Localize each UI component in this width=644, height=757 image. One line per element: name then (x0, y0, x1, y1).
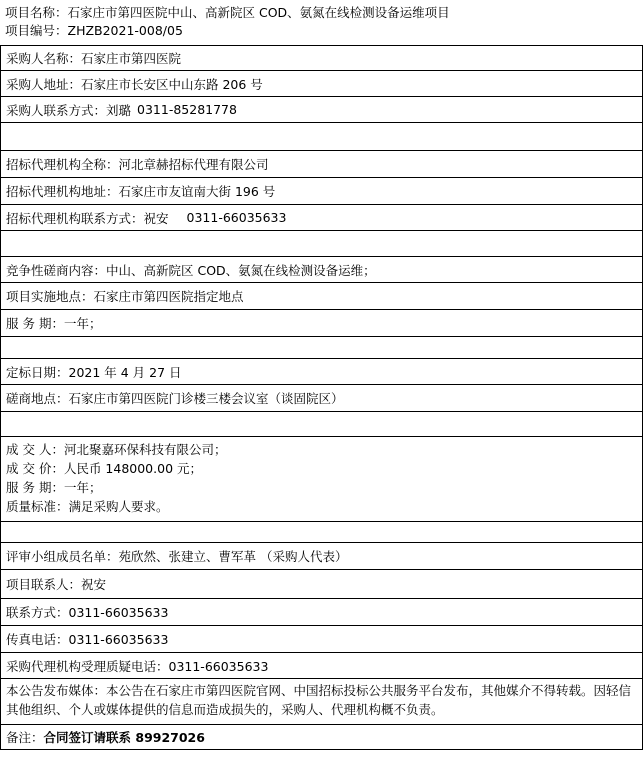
agency-address: 招标代理机构地址：石家庄市友谊南大街 196 号 (6, 184, 276, 199)
committee-members: 评审小组成员名单：苑欣然、张建立、曹军革 （采购人代表） (6, 549, 348, 564)
purchaser-name-row (1, 46, 642, 71)
negotiation-place: 磋商地点：石家庄市第四医院门诊楼三楼会议室（谈固院区） (6, 391, 344, 406)
negotiation-content: 竞争性磋商内容：中山、高新院区 COD、氨氮在线检测设备运维； (6, 262, 376, 278)
agency-contact-phone: 0311-66035633 (186, 210, 287, 225)
blank-row (1, 231, 642, 257)
agency-name-row (1, 151, 642, 178)
purchaser-contact-label: 采购人联系方式：刘璐 (6, 102, 132, 118)
negotiation-place-row (1, 385, 642, 412)
award-price: 成 交 价：人民币 148000.00 元； (6, 461, 202, 476)
announcement-header (0, 0, 644, 40)
award-service-period: 服 务 期：一年； (6, 480, 102, 495)
purchaser-contact-phone: 0311-85281778 (137, 102, 237, 117)
remark-value: 合同签订请联系 89927026 (43, 730, 205, 745)
service-period-row (1, 310, 642, 337)
project-contact-row (1, 570, 642, 599)
fax-number: 传真电话：0311-66035633 (6, 632, 169, 647)
negotiation-content-row (1, 257, 642, 283)
winner: 成 交 人：河北聚嘉环保科技有限公司； (6, 442, 227, 457)
announcement-table (0, 45, 643, 750)
implementation-location: 项目实施地点：石家庄市第四医院指定地点 (6, 289, 244, 304)
agency-name: 招标代理机构全称：河北章赫招标代理有限公司 (6, 157, 269, 172)
project-contact: 项目联系人：祝安 (6, 577, 107, 592)
contact-phone: 联系方式：0311-66035633 (6, 605, 169, 620)
blank-row (1, 412, 642, 437)
award-result-block (1, 437, 642, 522)
committee-row (1, 543, 642, 570)
project-number: 项目编号：ZHZB2021-008/05 (5, 23, 183, 38)
agency-contact-row (1, 205, 642, 231)
blank-row (1, 337, 642, 359)
blank-row (1, 123, 642, 151)
quality-standard: 质量标准：满足采购人要求。 (6, 499, 169, 514)
remark-label: 备注： (6, 730, 44, 745)
service-period: 服 务 期：一年； (6, 316, 102, 331)
purchaser-address: 采购人地址：石家庄市长安区中山东路 206 号 (6, 76, 263, 92)
contact-phone-row (1, 599, 642, 626)
publication-media-row (1, 679, 642, 725)
blank-row (1, 522, 642, 543)
fax-row (1, 626, 642, 653)
publication-media: 本公告发布媒体：本公告在石家庄市第四医院官网、中国招标投标公共服务平台发布，其他媒介不得转载。因轻信其他组织、个人或媒体提供的信息而造成损失的，采购人、代理机构概不负责。 (6, 683, 632, 717)
purchaser-name: 采购人名称：石家庄市第四医院 (6, 51, 182, 66)
implementation-location-row (1, 283, 642, 310)
agency-contact-label: 招标代理机构联系方式：祝安 (6, 210, 169, 226)
project-name: 项目名称：石家庄市第四医院中山、高新院区 COD、氨氮在线检测设备运维项目 (5, 5, 450, 20)
remark-row (1, 725, 642, 750)
complaint-phone-row (1, 653, 642, 679)
award-date: 定标日期：2021 年 4 月 27 日 (6, 364, 182, 380)
award-date-row (1, 359, 642, 385)
complaint-phone: 采购代理机构受理质疑电话：0311-66035633 (6, 658, 269, 674)
agency-address-row (1, 178, 642, 205)
purchaser-address-row (1, 71, 642, 97)
purchaser-contact-row (1, 97, 642, 123)
